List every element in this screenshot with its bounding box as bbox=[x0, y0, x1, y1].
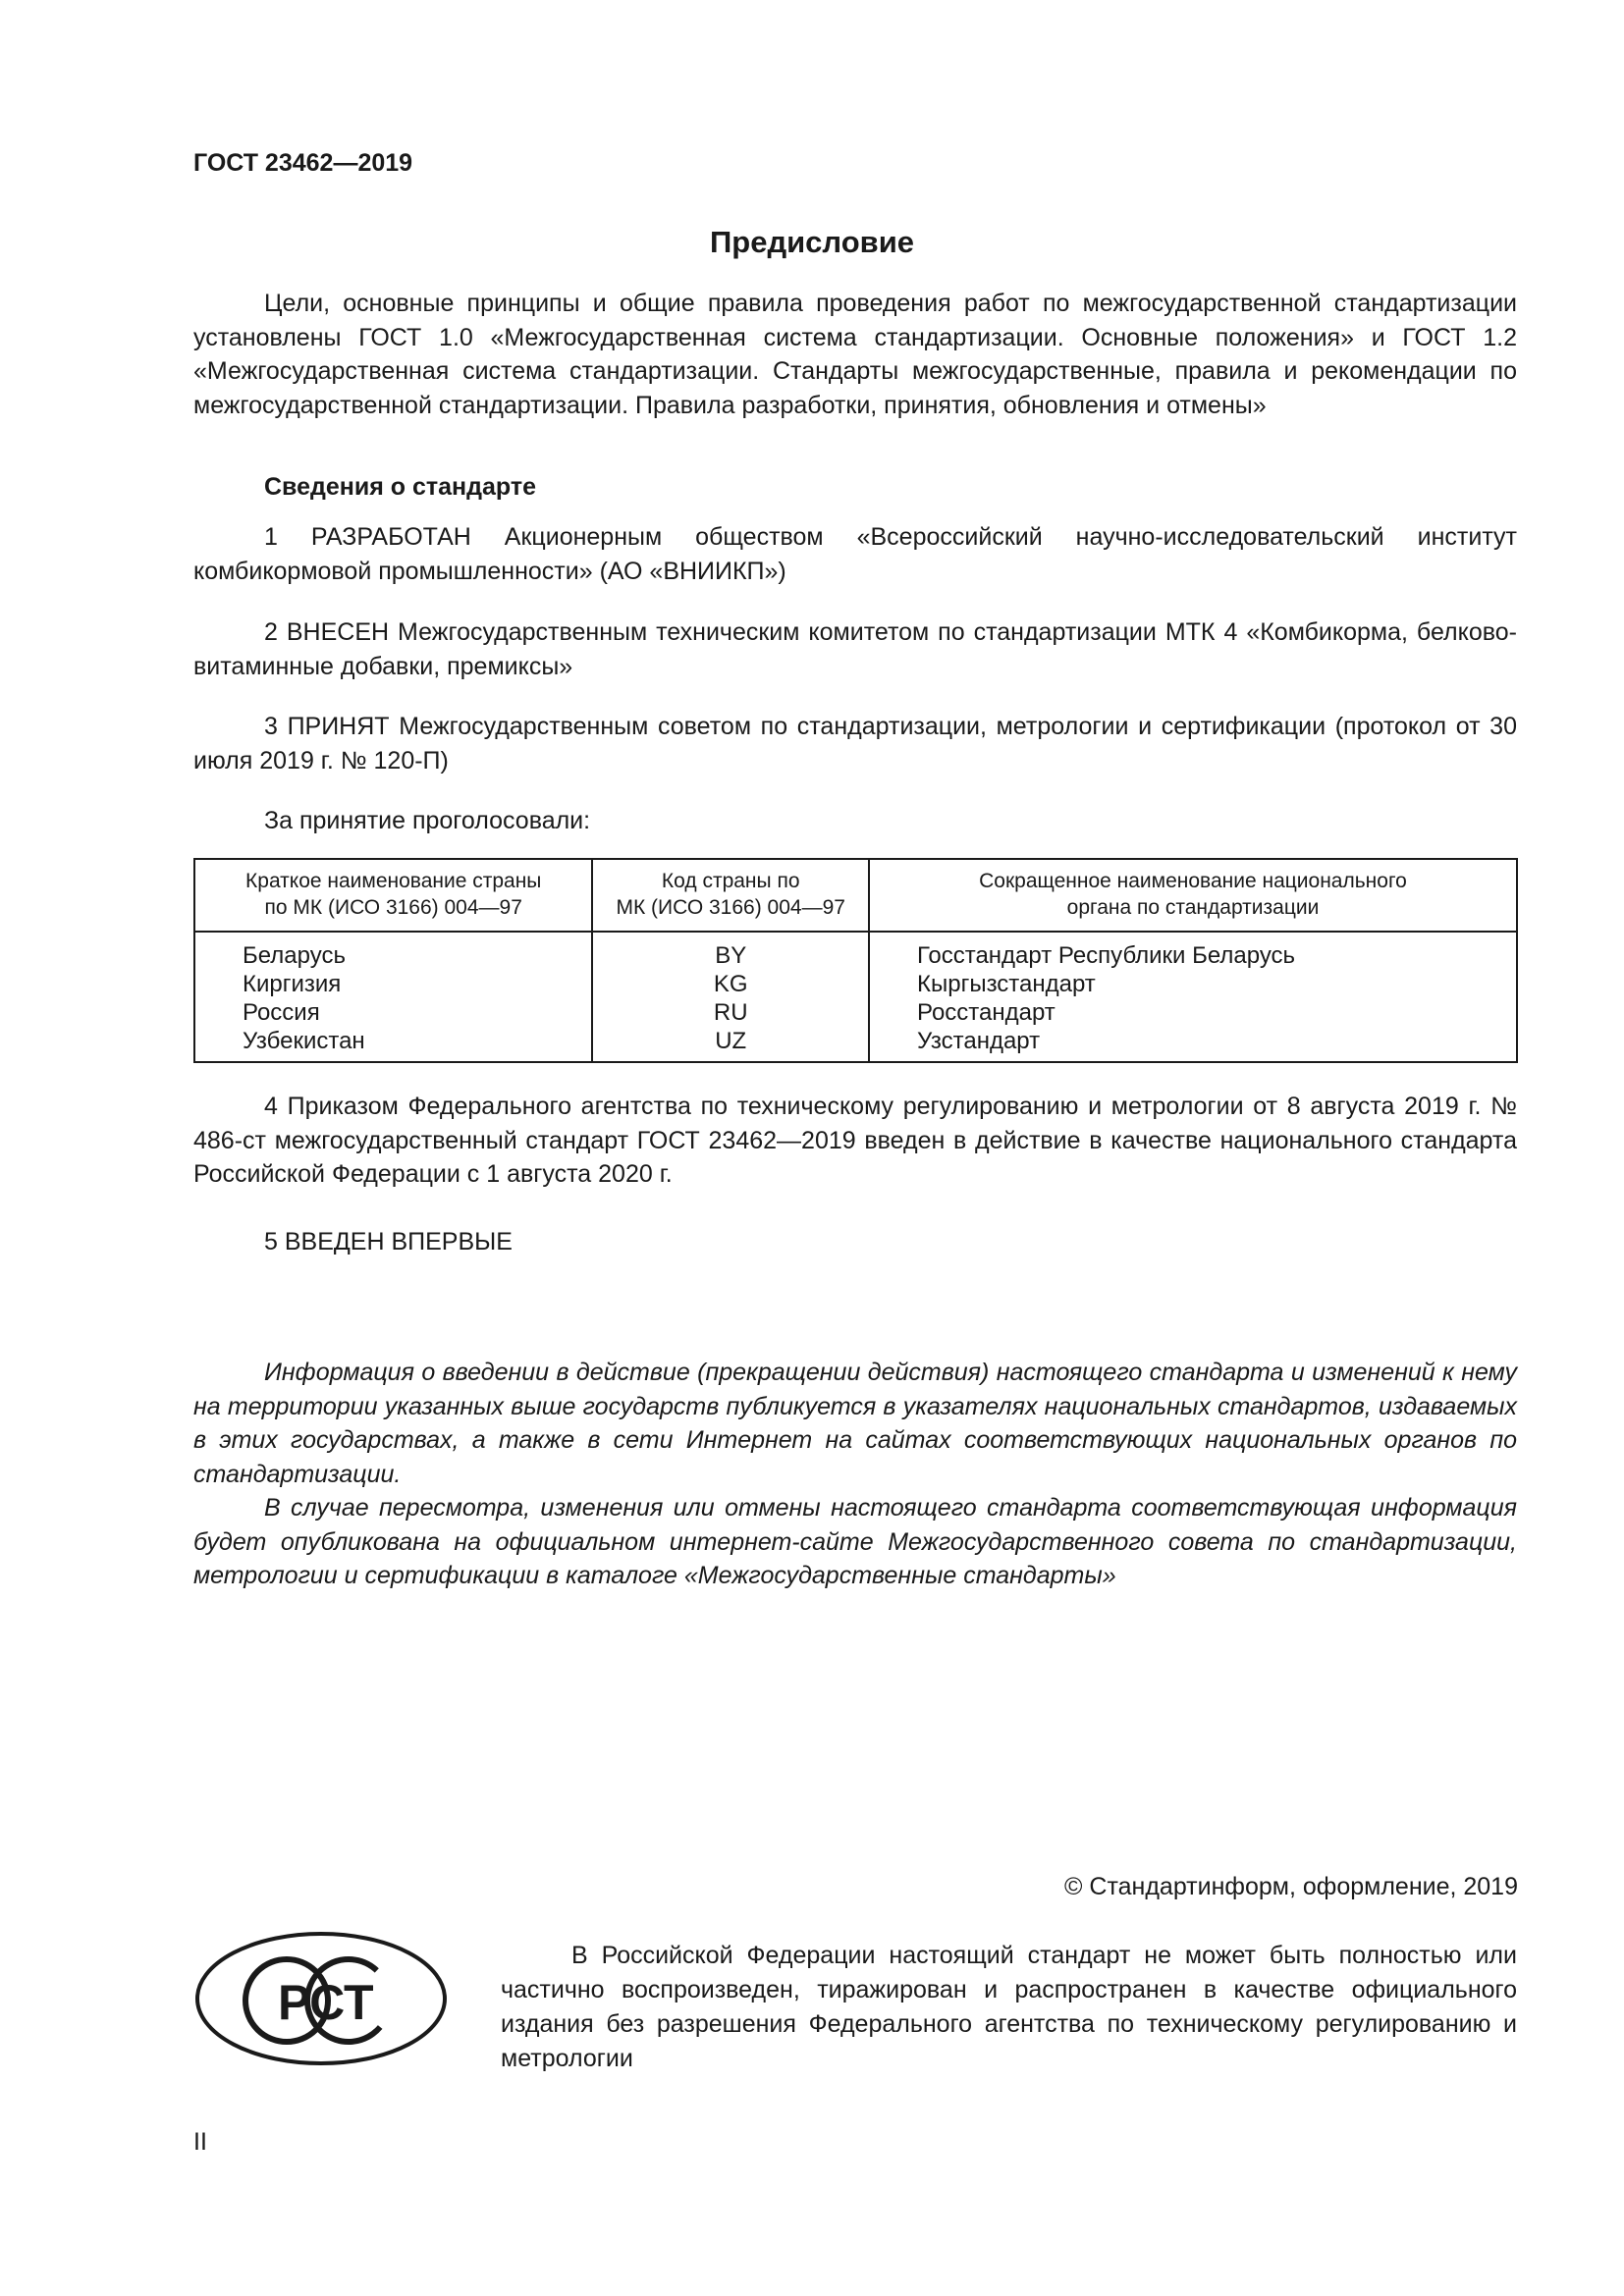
rights-notice: В Российской Федерации настоящий стандарт не может быть полностью или частично воспроизведен, тиражирован и распространен в качестве официального издания без разрешения Федерального агентства по техническому регулированию и метрологии bbox=[501, 1942, 1517, 2072]
item-5 bbox=[193, 1225, 1517, 1259]
header-national-body: Сокращенное наименование национального органа по стандартизации bbox=[869, 859, 1517, 932]
info-heading-wrap bbox=[193, 470, 1517, 505]
item-3 bbox=[193, 710, 1517, 777]
logo-text: РСТ bbox=[278, 1975, 374, 2030]
publication-info bbox=[193, 1356, 1517, 1593]
publication-info-p1: Информация о введении в действие (прекращении действия) настоящего стандарта и изменений к нему на территории указанных выше государств публикуется в указателях национальных стандартов, издаваемых в этих государствах, а также в сети Интернет на сайтах соответствующих национальных органов по стандартизации. bbox=[193, 1359, 1517, 1488]
item-3-text: 3 ПРИНЯТ Межгосударственным советом по стандартизации, метрологии и сертификации (протокол от 30 июля 2019 г. № 120-П) bbox=[193, 713, 1517, 774]
table-row bbox=[194, 970, 1517, 998]
page-number: II bbox=[193, 2128, 207, 2156]
body-cell: Узстандарт bbox=[869, 1027, 1517, 1062]
item-2-text: 2 ВНЕСЕН Межгосударственным техническим комитетом по стандартизации МТК 4 «Комбикорма, белково-витаминные добавки, премиксы» bbox=[193, 618, 1517, 680]
country-cell: Россия bbox=[194, 998, 592, 1027]
item-4-text: 4 Приказом Федерального агентства по техническому регулированию и метрологии от 8 августа 2019 г. № 486-ст межгосударственный стандарт ГОСТ 23462—2019 введен в действие в качестве национального стандарта Российской Федерации с 1 августа 2020 г. bbox=[193, 1093, 1517, 1188]
table-header-row bbox=[194, 859, 1517, 932]
copyright-line: © Стандартинформ, оформление, 2019 bbox=[1064, 1873, 1518, 1900]
item-2 bbox=[193, 615, 1517, 683]
item-1-text: 1 РАЗРАБОТАН Акционерным обществом «Всероссийский научно-исследовательский институт комбикормовой промышленности» (АО «ВНИИКП») bbox=[193, 523, 1517, 585]
country-cell: Узбекистан bbox=[194, 1027, 592, 1062]
code-cell: RU bbox=[592, 998, 869, 1027]
item-1 bbox=[193, 520, 1517, 588]
member-states-table bbox=[193, 858, 1518, 1063]
table-row bbox=[194, 1027, 1517, 1062]
header-country-name: Краткое наименование страны по МК (ИСО 3166) 004—97 bbox=[194, 859, 592, 932]
body-cell: Росстандарт bbox=[869, 998, 1517, 1027]
body-cell: Кыргызстандарт bbox=[869, 970, 1517, 998]
intro-paragraph: Цели, основные принципы и общие правила проведения работ по межгосударственной стандартизации установлены ГОСТ 1.0 «Межгосударственная система стандартизации. Основные положения» и ГОСТ 1.2 «Межгосударственная система стандартизации. Стандарты межгосударственные, правила и рекомендации по межгосударственной стандартизации. Правила разработки, принятия, обновления и отмены» bbox=[193, 290, 1517, 419]
document-code-header: ГОСТ 23462—2019 bbox=[193, 149, 413, 177]
rst-certification-mark-icon bbox=[193, 1930, 449, 2067]
item-4 bbox=[193, 1090, 1517, 1192]
intro-section bbox=[193, 287, 1517, 422]
table-row bbox=[194, 932, 1517, 970]
country-cell: Киргизия bbox=[194, 970, 592, 998]
code-cell: KG bbox=[592, 970, 869, 998]
code-cell: BY bbox=[592, 932, 869, 970]
body-cell: Госстандарт Республики Беларусь bbox=[869, 932, 1517, 970]
country-cell: Беларусь bbox=[194, 932, 592, 970]
code-cell: UZ bbox=[592, 1027, 869, 1062]
voted-line bbox=[193, 804, 1517, 838]
item-5-text: 5 ВВЕДЕН ВПЕРВЫЕ bbox=[264, 1228, 513, 1255]
table-row bbox=[194, 998, 1517, 1027]
voted-text: За принятие проголосовали: bbox=[264, 807, 591, 834]
info-heading: Сведения о стандарте bbox=[264, 473, 537, 501]
header-country-code: Код страны по МК (ИСО 3166) 004—97 bbox=[592, 859, 869, 932]
publication-info-p2: В случае пересмотра, изменения или отмены настоящего стандарта соответствующая информация будет опубликована на официальном интернет-сайте Межгосударственного совета по стандартизации, метрологии и сертификации в каталоге «Межгосударственные стандарты» bbox=[193, 1494, 1517, 1589]
page-title: Предисловие bbox=[709, 225, 914, 259]
